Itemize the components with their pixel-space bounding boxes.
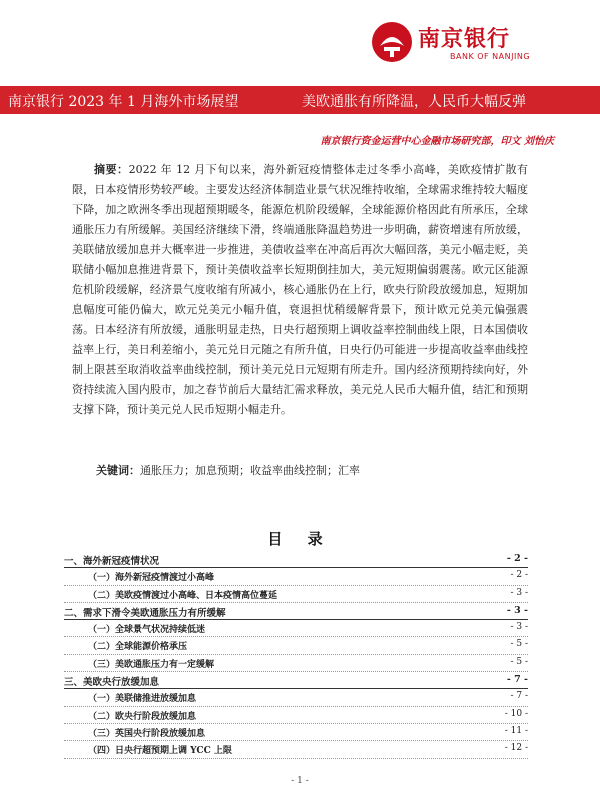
toc-entry-title: （一）海外新冠疫情渡过小高峰 [88,570,217,583]
bank-logo [370,18,570,70]
toc-subsection-entry[interactable] [64,637,528,654]
toc-entry-page: - 7 - [504,674,528,685]
toc-entry-page: - 7 - [507,691,528,701]
keywords-line [96,462,360,478]
toc-entry-title: （二）欧央行阶段放缓加息 [88,709,199,722]
toc-entry-title: （一）美联储推进放缓加息 [88,691,199,704]
title-banner [0,86,600,114]
toc-subsection-entry[interactable] [64,741,528,758]
toc-entry-title: 三、美欧央行放缓加息 [64,674,162,688]
toc-entry-title: （二）美欧疫情渡过小高峰、日本疫情高位蔓延 [88,588,280,601]
toc-entry-page: - 12 - [502,743,528,753]
toc-subsection-entry[interactable] [64,568,528,585]
report-title: 南京银行 2023 年 1 月海外市场展望 [8,94,239,110]
toc-subsection-entry[interactable] [64,707,528,724]
author-line: 南京银行资金运营中心金融市场研究部，印文 刘怡庆 [320,136,554,147]
keywords-label: 关键词： [96,464,140,477]
toc-subsection-entry[interactable] [64,689,528,706]
toc-subsection-entry[interactable] [64,655,528,672]
toc-entry-title: （二）全球能源价格承压 [88,639,190,652]
toc-heading: 目 录 [267,530,333,548]
toc-section-entry[interactable] [64,672,528,689]
toc-subsection-entry[interactable] [64,724,528,741]
abstract-label: 摘要： [94,163,129,176]
toc-entry-page: - 5 - [507,657,528,667]
toc-entry-page: - 2 - [507,570,528,580]
toc-subsection-entry[interactable] [64,586,528,603]
toc-entry-page: - 3 - [507,622,528,632]
abstract-paragraph [72,160,528,420]
toc-entry-title: 二、需求下滑令美欧通胀压力有所缓解 [64,605,229,619]
report-headline: 美欧通胀有所降温，人民币大幅反弹 [302,94,526,110]
toc-section-entry[interactable] [64,551,528,568]
toc-entry-page: - 10 - [502,709,528,719]
page-number: - 1 - [291,776,309,786]
table-of-contents [64,551,528,759]
bank-name-en: BANK OF NANJING [450,52,531,61]
toc-section-entry[interactable] [64,603,528,620]
toc-entry-page: - 5 - [507,639,528,649]
toc-entry-page: - 2 - [504,553,528,564]
toc-subsection-entry[interactable] [64,620,528,637]
toc-entry-title: （一）全球景气状况持续低迷 [88,622,208,635]
bank-emblem-icon [370,20,414,64]
keywords-text: 通胀压力；加息预期；收益率曲线控制；汇率 [140,464,360,477]
toc-entry-page: - 11 - [502,726,528,736]
toc-entry-title: （三）美欧通胀压力有一定缓解 [88,657,217,670]
bank-name-cn: 南京银行 [418,26,511,52]
toc-entry-title: （三）英国央行阶段放缓加息 [88,726,208,739]
toc-entry-page: - 3 - [504,605,528,616]
toc-entry-title: （四）日央行超预期上调 YCC 上限 [88,743,235,756]
abstract-text: 2022 年 12 月下旬以来，海外新冠疫情整体走过冬季小高峰，美欧疫情扩散有限，日本疫情形势较严峻。主要发达经济体制造业景气状况维持收缩，全球需求维持较大幅度下降，加之欧洲冬季出现超预期暖冬，能源危机阶段缓解，全球能源价格因此有所承压，全球通胀压力有所缓解。美国经济继续下滑，终端通胀降温趋势进一步明确，薪资增速有所放缓，美联储放缓加息并大概率进一步推进，美债收益率在冲高后再次大幅回落，美元小幅走贬，美联储小幅加息推进背景下，预计美债收益率长短期倒挂加大，美元短期偏弱震荡。欧元区能源危机阶段缓解，经济景气度收缩有所减小，核心通胀仍在上行，欧央行阶段放缓加息，短期加息幅度可能仍偏大，欧元兑美元小幅升值，衰退担忧稍缓解背景下，预计欧元兑美元偏强震荡。日本经济有所放缓，通胀明显走热，日央行超预期上调收益率控制曲线上限，日本国债收益率上行，美日利差缩小，美元兑日元随之有所升值，日央行仍可能进一步提高收益率曲线控制上限甚至取消收益率曲线控制，预计美元兑日元短期有所走升。国内经济预期持续向好，外资持续流入国内股市，加之春节前后大量结汇需求释放，美元兑人民币大幅升值，结汇和预期支撑下降，预计美元兑人民币短期小幅走升。 [72,163,529,416]
toc-entry-page: - 3 - [507,588,528,598]
toc-entry-title: 一、海外新冠疫情状况 [64,553,162,567]
